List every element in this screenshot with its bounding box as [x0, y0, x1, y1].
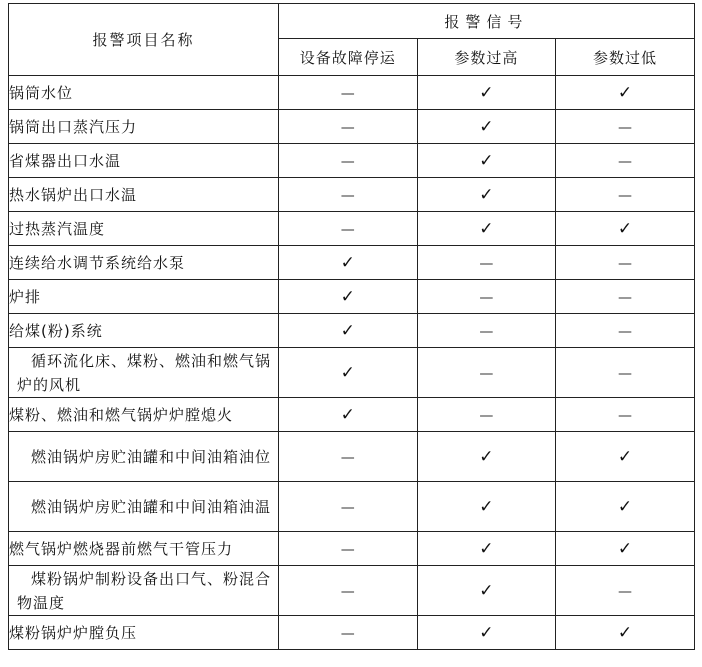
table-row: [9, 144, 695, 178]
header-parameter-high: 参数过高: [417, 39, 556, 76]
dash-mark-icon: —: [340, 449, 355, 466]
dash-mark-icon: —: [618, 323, 632, 340]
dash-mark-icon: —: [618, 119, 632, 136]
dash-mark-icon: —: [479, 407, 494, 424]
signal-cell: [279, 110, 418, 144]
table-row: [9, 178, 695, 212]
dash-mark-icon: —: [618, 187, 632, 204]
signal-cell: [417, 144, 556, 178]
dash-mark-icon: —: [479, 255, 494, 272]
dash-mark-icon: —: [618, 583, 632, 600]
dash-mark-icon: —: [340, 85, 355, 102]
signal-cell: [417, 532, 556, 566]
table-row: [9, 212, 695, 246]
alarm-item-name: 省煤器出口水温: [9, 144, 279, 178]
table-row: [9, 482, 695, 532]
table-row: [9, 532, 695, 566]
signal-cell: [556, 532, 695, 566]
table-row: [9, 280, 695, 314]
check-mark-icon: ✓: [617, 622, 633, 643]
signal-cell: [556, 212, 695, 246]
dash-mark-icon: —: [340, 153, 355, 170]
check-mark-icon: ✓: [617, 218, 633, 239]
check-mark-icon: ✓: [617, 446, 633, 467]
check-mark-icon: ✓: [617, 82, 633, 103]
signal-cell: [417, 616, 556, 650]
check-mark-icon: ✓: [340, 362, 355, 383]
dash-mark-icon: —: [340, 625, 355, 642]
signal-cell: [417, 348, 556, 398]
signal-cell: [417, 314, 556, 348]
check-mark-icon: ✓: [479, 150, 494, 171]
signal-cell: [417, 212, 556, 246]
check-mark-icon: ✓: [479, 184, 494, 205]
check-mark-icon: ✓: [479, 538, 494, 559]
alarm-signal-table: [8, 3, 695, 650]
alarm-item-name: 燃气锅炉燃烧器前燃气干管压力: [9, 532, 279, 566]
signal-cell: [556, 178, 695, 212]
signal-cell: [556, 280, 695, 314]
signal-cell: [556, 348, 695, 398]
signal-cell: [417, 246, 556, 280]
table-row: [9, 76, 695, 110]
signal-cell: [417, 280, 556, 314]
alarm-item-name: 炉排: [9, 280, 279, 314]
alarm-item-name: 连续给水调节系统给水泵: [9, 246, 279, 280]
signal-cell: [279, 144, 418, 178]
check-mark-icon: ✓: [479, 580, 494, 601]
table-row: [9, 432, 695, 482]
header-alarm-signal: 报警信号: [279, 4, 695, 39]
alarm-item-name: 煤粉锅炉制粉设备出口气、粉混合物温度: [9, 566, 279, 616]
alarm-item-name: 给煤(粉)系统: [9, 314, 279, 348]
signal-cell: [279, 76, 418, 110]
check-mark-icon: ✓: [479, 496, 494, 517]
alarm-item-name: 锅筒水位: [9, 76, 279, 110]
check-mark-icon: ✓: [340, 320, 355, 341]
signal-cell: [417, 110, 556, 144]
dash-mark-icon: —: [340, 499, 355, 516]
dash-mark-icon: —: [618, 255, 632, 272]
dash-mark-icon: —: [479, 323, 494, 340]
signal-cell: [417, 178, 556, 212]
signal-cell: [417, 76, 556, 110]
signal-cell: [556, 144, 695, 178]
check-mark-icon: ✓: [479, 446, 494, 467]
signal-cell: [279, 616, 418, 650]
table-row: [9, 348, 695, 398]
dash-mark-icon: —: [618, 407, 632, 424]
alarm-item-name: 燃油锅炉房贮油罐和中间油箱油位: [9, 432, 279, 482]
dash-mark-icon: —: [340, 221, 355, 238]
signal-cell: [279, 532, 418, 566]
dash-mark-icon: —: [618, 365, 632, 382]
signal-cell: [417, 398, 556, 432]
table-row: [9, 398, 695, 432]
dash-mark-icon: —: [618, 153, 632, 170]
signal-cell: [279, 212, 418, 246]
signal-cell: [417, 432, 556, 482]
check-mark-icon: ✓: [340, 404, 355, 425]
dash-mark-icon: —: [340, 187, 355, 204]
signal-cell: [417, 566, 556, 616]
signal-cell: [556, 398, 695, 432]
signal-cell: [279, 280, 418, 314]
table-row: [9, 566, 695, 616]
signal-cell: [417, 482, 556, 532]
signal-cell: [279, 178, 418, 212]
dash-mark-icon: —: [618, 289, 632, 306]
dash-mark-icon: —: [479, 365, 494, 382]
alarm-item-name: 锅筒出口蒸汽压力: [9, 110, 279, 144]
alarm-item-name: 过热蒸汽温度: [9, 212, 279, 246]
signal-cell: [279, 348, 418, 398]
signal-cell: [556, 482, 695, 532]
alarm-item-name: 煤粉锅炉炉膛负压: [9, 616, 279, 650]
dash-mark-icon: —: [340, 119, 355, 136]
signal-cell: [556, 616, 695, 650]
table-body: [9, 76, 695, 650]
dash-mark-icon: —: [340, 583, 355, 600]
alarm-item-name: 燃油锅炉房贮油罐和中间油箱油温: [9, 482, 279, 532]
check-mark-icon: ✓: [617, 538, 633, 559]
signal-cell: [279, 432, 418, 482]
signal-cell: [279, 482, 418, 532]
alarm-item-name: 煤粉、燃油和燃气锅炉炉膛熄火: [9, 398, 279, 432]
alarm-item-name: 热水锅炉出口水温: [9, 178, 279, 212]
signal-cell: [556, 76, 695, 110]
check-mark-icon: ✓: [479, 116, 494, 137]
signal-cell: [279, 314, 418, 348]
signal-cell: [556, 246, 695, 280]
header-equipment-failure: 设备故障停运: [279, 39, 418, 76]
signal-cell: [279, 246, 418, 280]
alarm-item-name: 循环流化床、煤粉、燃油和燃气锅炉的风机: [9, 348, 279, 398]
table-row: [9, 110, 695, 144]
dash-mark-icon: —: [479, 289, 494, 306]
check-mark-icon: ✓: [479, 82, 494, 103]
check-mark-icon: ✓: [340, 286, 355, 307]
header-item-name: 报警项目名称: [9, 4, 279, 76]
dash-mark-icon: —: [340, 541, 355, 558]
signal-cell: [279, 566, 418, 616]
check-mark-icon: ✓: [479, 218, 494, 239]
signal-cell: [556, 432, 695, 482]
table-row: [9, 616, 695, 650]
check-mark-icon: ✓: [479, 622, 494, 643]
signal-cell: [279, 398, 418, 432]
check-mark-icon: ✓: [617, 496, 633, 517]
table-row: [9, 314, 695, 348]
signal-cell: [556, 314, 695, 348]
signal-cell: [556, 566, 695, 616]
signal-cell: [556, 110, 695, 144]
table-row: [9, 246, 695, 280]
header-parameter-low: 参数过低: [556, 39, 695, 76]
check-mark-icon: ✓: [340, 252, 355, 273]
